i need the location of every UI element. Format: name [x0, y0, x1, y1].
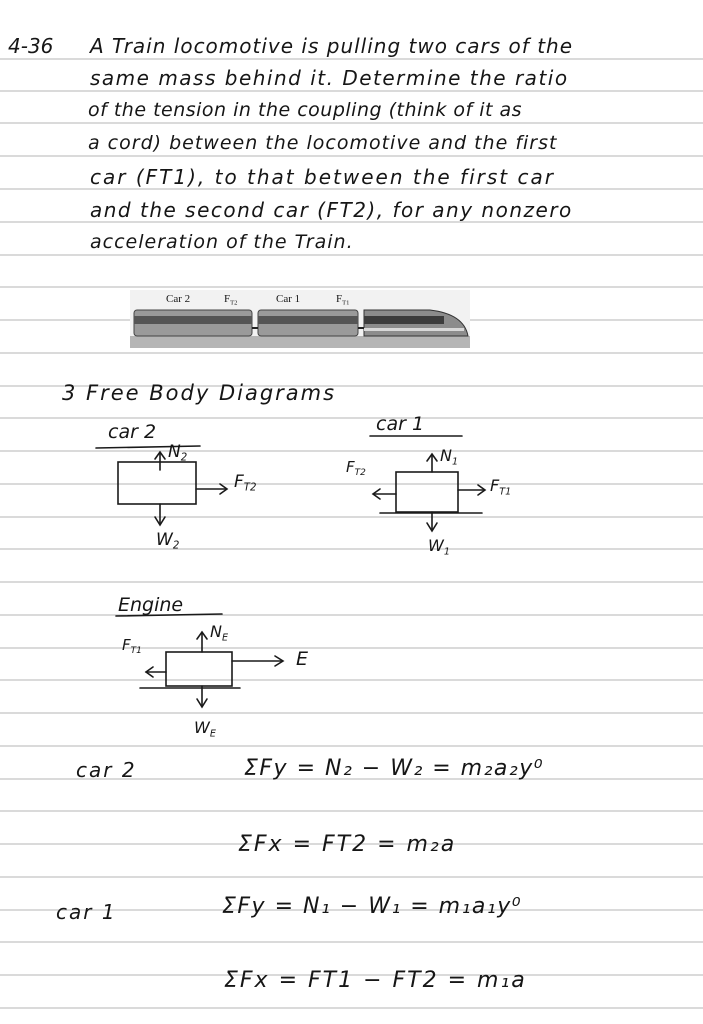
car2-fbd-title: car 2 [108, 421, 157, 443]
problem-line: of the tension in the coupling (think of it as [88, 99, 523, 121]
car1-tension-left-letter: F [346, 458, 355, 476]
ft2-photo-subscript: T2 [230, 299, 238, 307]
problem-line: car (FT1), to that between the first car [90, 165, 555, 189]
problem-number: 4-36 [8, 34, 54, 58]
engine-tension-letter: F [122, 636, 131, 654]
car2-normal-letter: N [168, 442, 181, 462]
car2-weight-letter: W [156, 530, 173, 550]
car2-weight-label [156, 532, 179, 552]
car2-fy-equation: ΣFy = N₂ − W₂ = m₂a₂y⁰ [244, 756, 545, 781]
car1-fy-equation: ΣFy = N₁ − W₁ = m₁a₁y⁰ [222, 894, 523, 919]
engine-tension-label [122, 638, 142, 656]
engine-weight-letter: W [194, 718, 210, 737]
engine-normal-letter: N [210, 622, 222, 641]
problem-line: A Train locomotive is pulling two cars of the [90, 34, 574, 58]
car1-tension-right-label [490, 478, 511, 497]
car1-normal-letter: N [440, 446, 452, 465]
car2-equations-label: car 2 [76, 758, 137, 782]
engine-fbd-title: Engine [118, 594, 184, 616]
car2-normal-subscript: 2 [180, 452, 188, 464]
car2-tension-label [234, 474, 257, 494]
car2-tension-letter: F [234, 472, 244, 492]
ft2-photo-letter: F [224, 293, 231, 305]
car1-tension-right-letter: F [490, 476, 500, 495]
car1-equations-label: car 1 [56, 900, 117, 924]
engine-weight-label [194, 720, 216, 739]
engine-weight-subscript: E [209, 728, 216, 740]
fbd-heading: 3 Free Body Diagrams [62, 381, 337, 405]
car1-weight-subscript: 1 [443, 546, 450, 558]
problem-line: acceleration of the Train. [90, 231, 354, 253]
car2-weight-subscript: 2 [172, 540, 180, 552]
car1-fbd-title: car 1 [376, 413, 425, 435]
car2-photo-label: Car 2 [166, 293, 191, 305]
car1-weight-label [428, 538, 450, 557]
car1-tension-right-subscript: T1 [499, 486, 512, 498]
engine-tension-subscript: T1 [130, 646, 142, 657]
engine-normal-subscript: E [221, 632, 229, 644]
ft1-photo-subscript: T1 [342, 299, 350, 307]
car1-normal-subscript: 1 [451, 456, 459, 468]
car1-tension-left-label [346, 460, 366, 478]
problem-line: and the second car (FT2), for any nonzero [90, 198, 573, 222]
car1-weight-letter: W [428, 536, 444, 555]
car2-fx-equation: ΣFx = FT2 = m₂a [238, 832, 457, 857]
engine-force-label: E [296, 648, 309, 670]
car2-normal-label [168, 444, 187, 464]
car1-fx-equation: ΣFx = FT1 − FT2 = m₁a [224, 968, 527, 993]
engine-normal-label [210, 624, 228, 643]
car2-tension-subscript: T2 [243, 482, 257, 494]
car1-normal-label [440, 448, 458, 467]
problem-line: same mass behind it. Determine the ratio [90, 66, 569, 90]
car1-tension-left-subscript: T2 [354, 468, 366, 479]
car1-photo-label: Car 1 [276, 293, 301, 305]
problem-line: a cord) between the locomotive and the first [88, 132, 558, 154]
ft1-photo-letter: F [336, 293, 343, 305]
